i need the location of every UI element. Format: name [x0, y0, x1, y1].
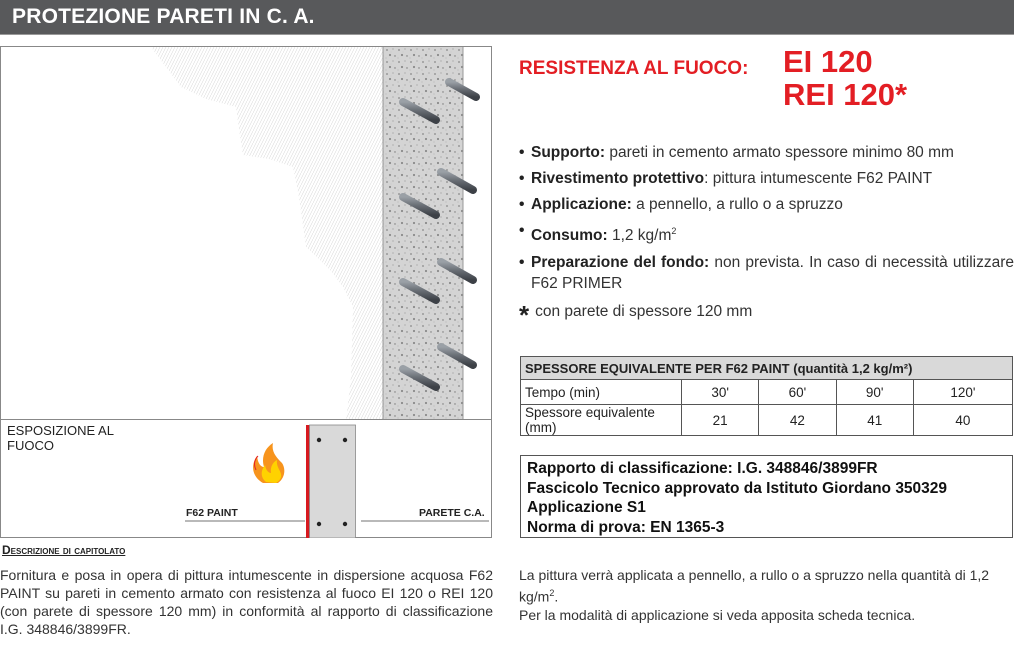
description-text: Fornitura e posa in opera di pittura intumescente in dispersione acquosa F62 PAINT su pareti in cemento armato con resistenza al fuoco EI 120 o REI 120 (con parete di spessore 120 mm) in conformità al rapporto di classificazione I.G. 348846/3899FR. [0, 567, 493, 637]
table-title: SPESSORE EQUIVALENTE PER F62 PAINT (quantità 1,2 kg/m²) [521, 357, 1013, 380]
spec-list [519, 140, 1014, 294]
description-title: Descrizione di capitolato [2, 543, 126, 557]
table-cell: 21 [682, 405, 759, 436]
page-title: PROTEZIONE PARETI IN C. A. [12, 5, 315, 28]
classification-line: Norma di prova: EN 1365-3 [527, 518, 725, 536]
application-note-line: Per la modalità di applicazione si veda apposita scheda tecnica. [519, 606, 916, 623]
section-drawing [1, 420, 493, 538]
spec-item: • Rivestimento protettivo: pittura intumescente F62 PAINT [519, 170, 933, 187]
row-label: Spessore equivalente (mm) [521, 405, 682, 436]
classification-box [520, 455, 1013, 538]
fire-resistance-label: RESISTENZA AL FUOCO: [519, 58, 749, 79]
fire-resistance-ei: EI 120 [783, 44, 873, 79]
wall-illustration [0, 46, 492, 420]
flame-icon [253, 443, 284, 483]
page-header [0, 0, 1014, 34]
footnote [519, 300, 752, 331]
wall-drawing [1, 47, 492, 420]
table-cell: 120' [913, 380, 1012, 405]
equivalent-thickness-table [520, 356, 1013, 436]
spec-item: • Consumo: 1,2 $kg/m^2$ [519, 222, 677, 245]
classification-line: Fascicolo Tecnico approvato da Istituto Giordano 350329 [527, 479, 948, 497]
table-cell: 40 [913, 405, 1012, 436]
table-cell: 60' [759, 380, 836, 405]
table-cell: 42 [759, 405, 836, 436]
header-divider [0, 34, 1014, 35]
classification-line: Rapporto di classificazione: I.G. 348846/3899FR [527, 460, 878, 477]
spec-item: • Preparazione del fondo: non prevista. In caso di necessità utilizzare F62 PRIMER [519, 254, 1014, 293]
footnote-star: * [519, 300, 530, 330]
row-label: Tempo (min) [521, 380, 682, 405]
table-row [521, 380, 1013, 405]
classification-line: Applicazione S1 [527, 499, 646, 516]
exposure-label: ESPOSIZIONE AL FUOCO [7, 423, 114, 453]
table-row [521, 405, 1013, 436]
application-note-line: La pittura verrà applicata a pennello, a rullo o a spruzzo nella quantità di 1,2 $kg/m^2$. [519, 567, 990, 605]
spec-item: • Applicazione: a pennello, a rullo o a spruzzo [519, 196, 843, 213]
wall-label: PARETE C.A. [419, 507, 485, 519]
fire-resistance-rei: REI 120* [783, 77, 908, 112]
spec-item: • Supporto: pareti in cemento armato spessore minimo 80 mm [519, 144, 954, 161]
paint-label: F62 PAINT [186, 507, 238, 519]
footnote-text: con parete di spessore 120 mm [535, 303, 753, 320]
application-note [519, 566, 1014, 624]
table-cell: 90' [836, 380, 913, 405]
section-detail [0, 420, 492, 538]
table-cell: 30' [682, 380, 759, 405]
table-cell: 41 [836, 405, 913, 436]
